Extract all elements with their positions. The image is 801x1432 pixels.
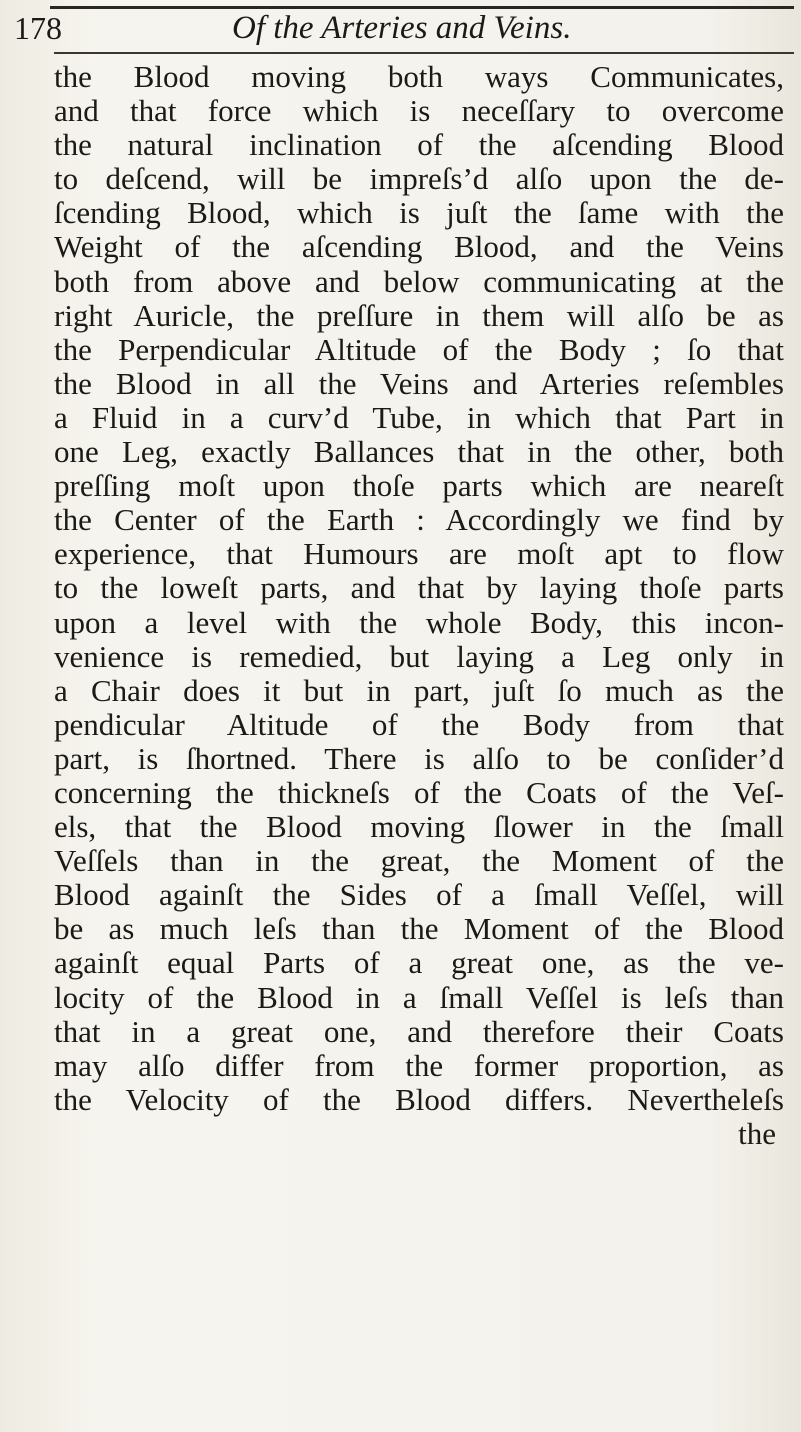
text-line: the Blood in all the Veins and Arteries reſembles — [54, 366, 784, 401]
text-line: againſt equal Parts of a great one, as the ve- — [54, 946, 784, 981]
text-line: that in a great one, and therefore their Coats — [54, 1014, 784, 1049]
text-line: both from above and below communicating at the — [54, 264, 784, 299]
text-line: ſcending Blood, which is juſt the ſame with the — [54, 196, 784, 231]
text-line: a Chair does it but in part, juſt ſo much as the — [54, 673, 784, 708]
page-number: 178 — [14, 10, 62, 46]
text-line: experience, that Humours are moſt apt to flow — [54, 537, 784, 572]
text-line: may alſo differ from the former proportion, as — [54, 1048, 784, 1083]
text-line: a Fluid in a curv’d Tube, in which that Part in — [54, 400, 784, 435]
text-line: the Center of the Earth : Accordingly we find by — [54, 503, 784, 538]
text-line: pendicular Altitude of the Body from that — [54, 707, 784, 742]
text-line: Veſſels than in the great, the Moment of the — [54, 844, 784, 879]
text-line: locity of the Blood in a ſmall Veſſel is leſs than — [54, 980, 784, 1015]
text-line: the Perpendicular Altitude of the Body ; ſo that — [54, 332, 784, 367]
text-line: to deſcend, will be impreſs’d alſo upon the de- — [54, 162, 784, 197]
text-line: part, is ſhortned. There is alſo to be conſider’d — [54, 741, 784, 776]
text-line: venience is remedied, but laying a Leg only in — [54, 639, 784, 674]
text-line: to the loweſt parts, and that by laying thoſe parts — [54, 571, 784, 606]
text-line: concerning the thickneſs of the Coats of the Veſ- — [54, 775, 784, 810]
text-line: the Blood moving both ways Communicates, — [54, 60, 784, 94]
text-line: Blood againſt the Sides of a ſmall Veſſel, will — [54, 878, 784, 913]
running-head: Of the Arteries and Veins. — [232, 10, 572, 46]
text-line: els, that the Blood moving ſlower in the ſmall — [54, 810, 784, 845]
text-line: upon a level with the whole Body, this incon- — [54, 605, 784, 640]
text-line: preſſing moſt upon thoſe parts which are neareſt — [54, 469, 784, 504]
header-rule — [54, 52, 794, 54]
text-line: one Leg, exactly Ballances that in the other, both — [54, 435, 784, 470]
text-line: Weight of the aſcending Blood, and the Veins — [54, 230, 784, 265]
body-text — [54, 60, 784, 1151]
text-line: be as much leſs than the Moment of the Blood — [54, 912, 784, 947]
catchword: the — [738, 1116, 776, 1151]
text-line: right Auricle, the preſſure in them will alſo be as — [54, 298, 784, 333]
text-line: the natural inclination of the aſcending Blood — [54, 128, 784, 163]
text-line: and that force which is neceſſary to overcome — [54, 94, 784, 129]
text-line: the Velocity of the Blood differs. Nevertheleſs — [54, 1082, 784, 1117]
